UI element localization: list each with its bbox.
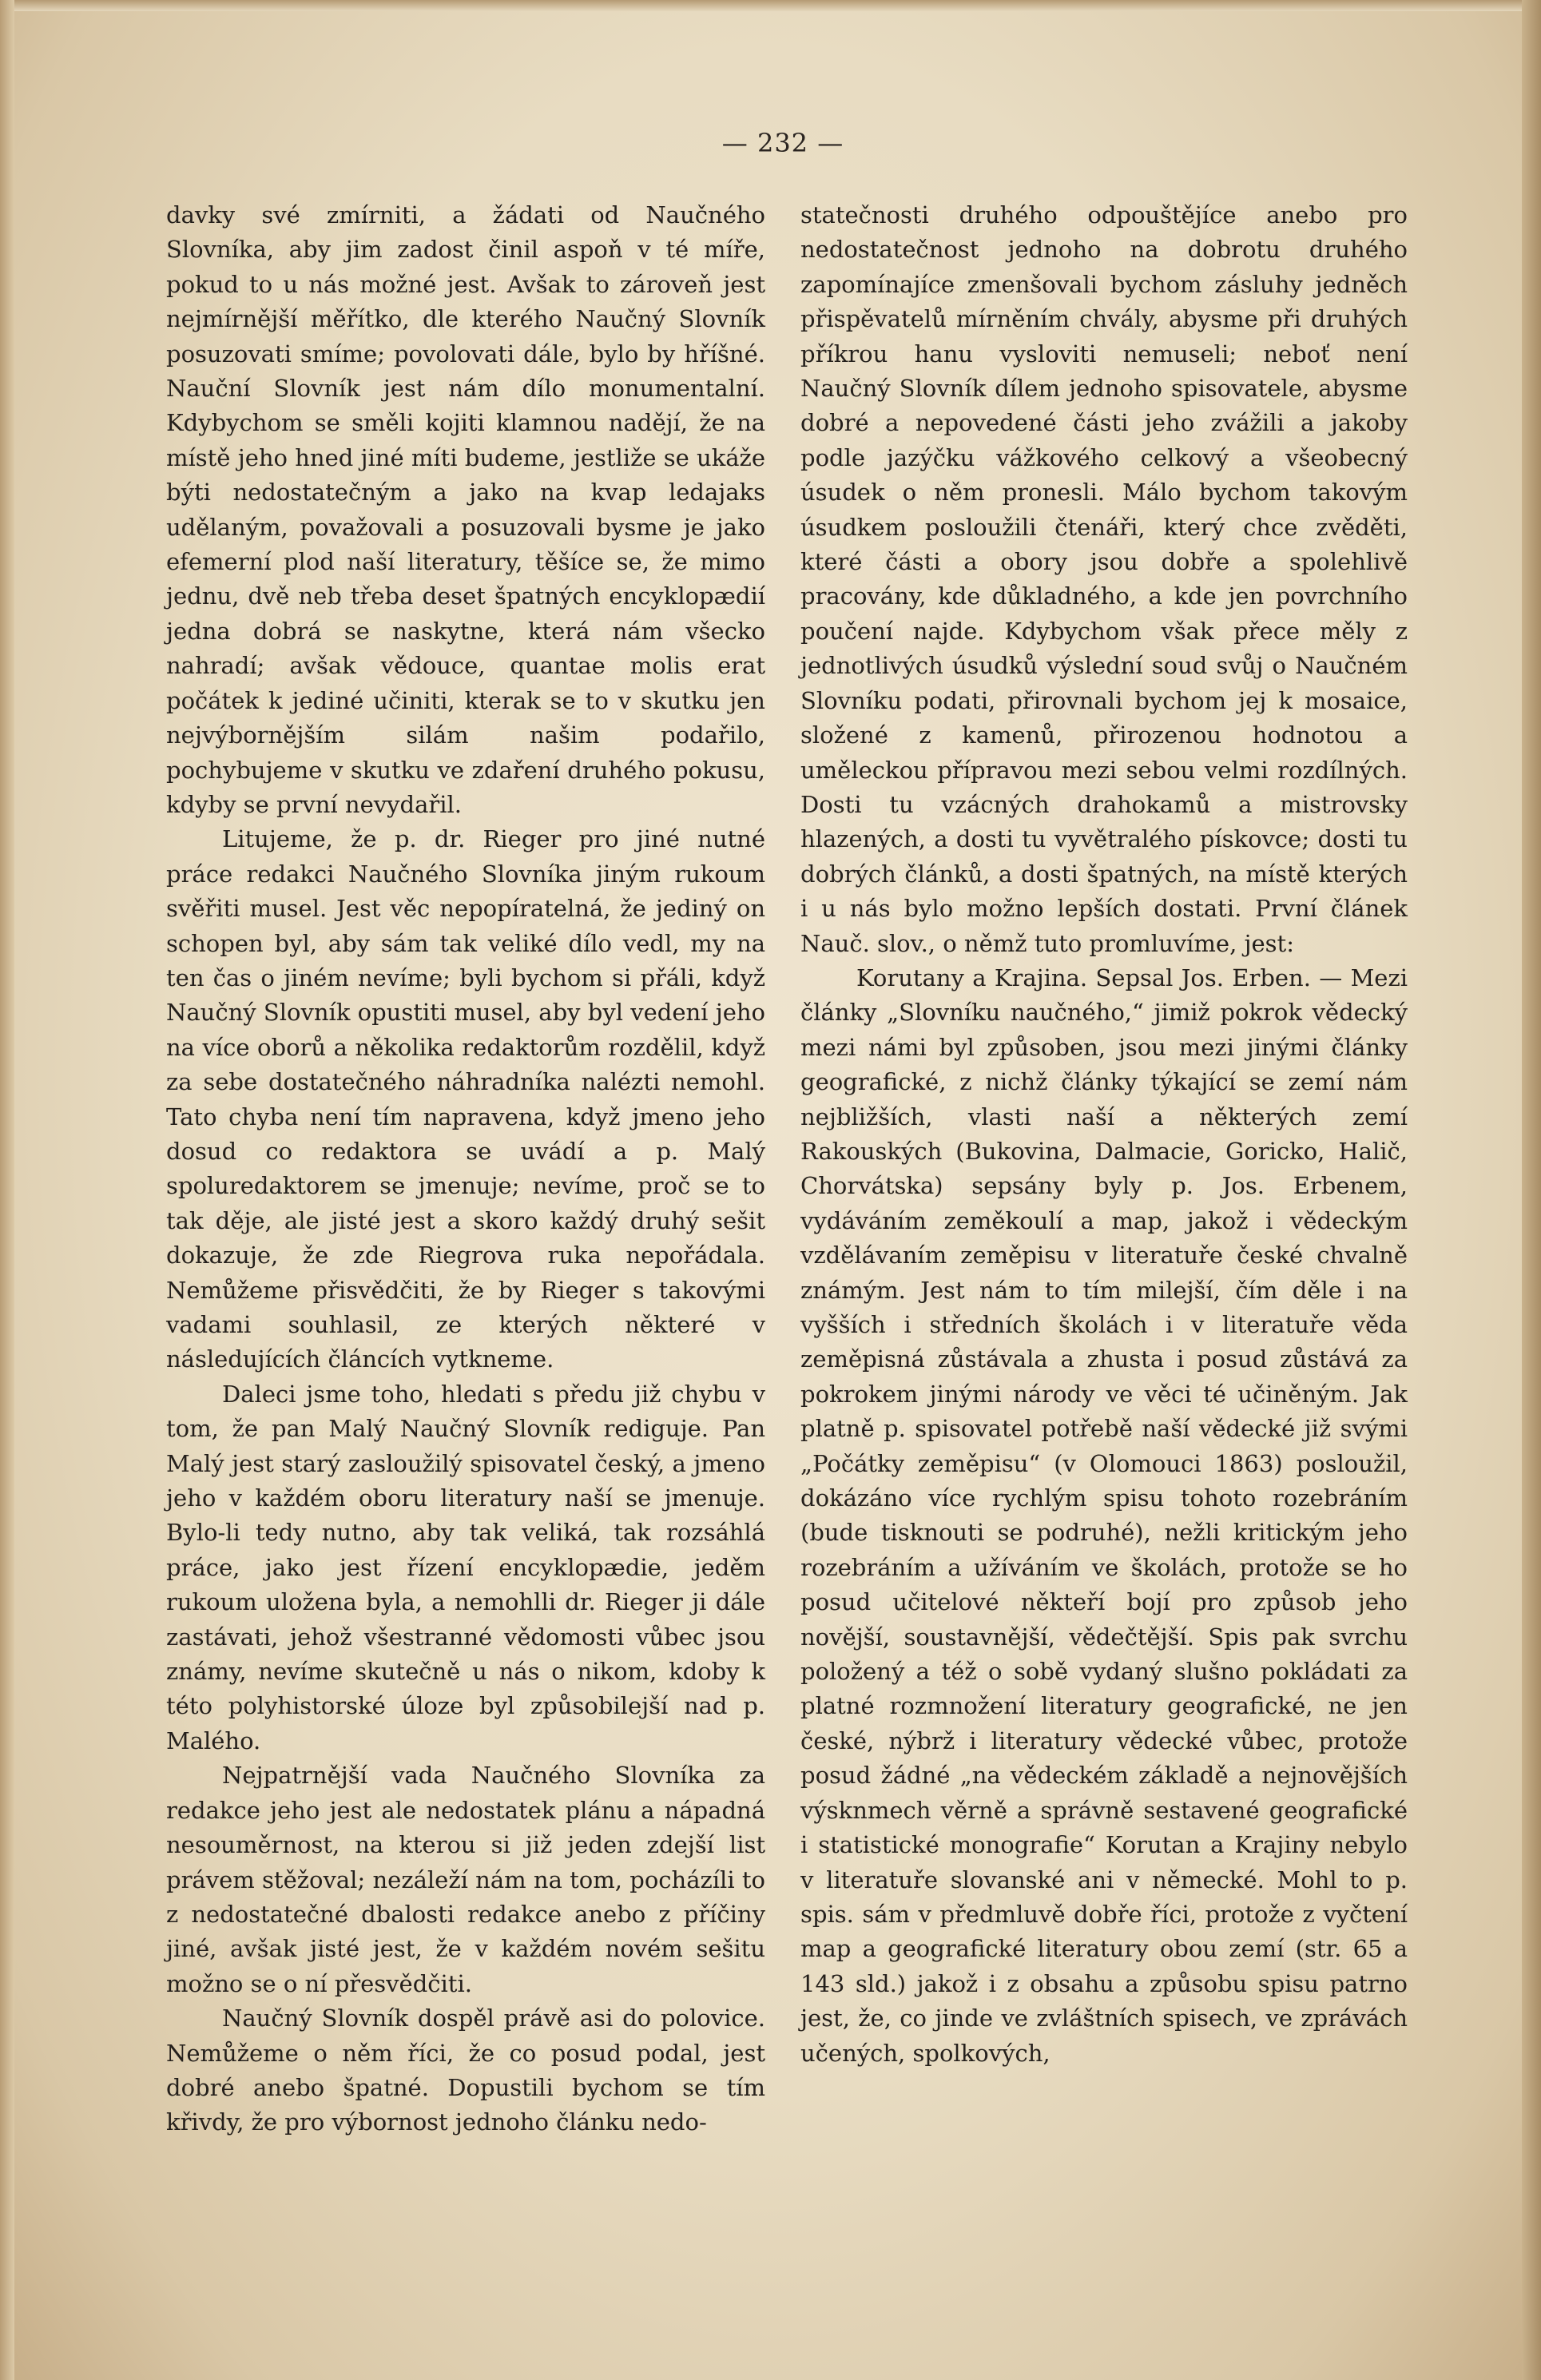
page-edge-top: [0, 0, 1541, 11]
left-paragraph-4: Nejpatrnější vada Naučného Slovníka za redakce jeho jest ale nedostatek plánu a nápadná nesouměrnost, na kterou si již jeden zdejší list právem stěžoval; nezáleží nám na tom, pocházíli to z nedostatečné dbalosti redakce anebo z příčiny jiné, avšak jisté jest, že v každém novém sešitu možno se o ní přesvědčiti.: [166, 1762, 765, 1997]
right-paragraph-1: statečnosti druhého odpouštějíce anebo pro nedostatečnost jednoho na dobrotu druhého zapomínajíce zmenšovali bychom zásluhy jedněch přispěvatelů mírněním chvály, abysme při druhých příkrou hanu vysloviti nemuseli; neboť není Naučný Slovník dílem jednoho spisovatele, abysme dobré a nepovedené části jeho zvážili a jakoby podle jazýčku vážkového celkový a všeobecný úsudek o něm pronesli. Málo bychom takovým úsudkem posloužili čtenáři, který chce zvěděti, které části a obory jsou dobře a spolehlivě pracovány, kde důkladného, a kde jen povrchního poučení najde. Kdybychom však přece měly z jednotlivých úsudků výslední soud svůj o Naučném Slovníku podati, přirovnali bychom jej k mosaice, složené z kamenů, přirozenou hodnotou a uměleckou přípravou mezi sebou velmi rozdílných. Dosti tu vzácných drahokamů a mistrovsky hlazených, a dosti tu vyvětralého pískovce; dosti tu dobrých článků, a dosti špatných, na místě kterých i u nás bylo možno lepších dostati. První článek Nauč. slov., o němž tuto promluvíme, jest:: [800, 201, 1408, 957]
left-paragraph-3: Daleci jsme toho, hledati s předu již chybu v tom, že pan Malý Naučný Slovník rediguje. Pan Malý jest starý zasloužilý spisovatel český, a jmeno jeho v každém oboru literatury naší se jmenuje. Bylo-li tedy nutno, aby tak veliká, tak rozsáhlá práce, jako jest řízení encyklopædie, jeděm rukoum uložena byla, a nemohlli dr. Rieger ji dále zastávati, jehož všestranné vědomosti vůbec jsou známy, nevíme skutečně u nás o nikom, kdoby k této polyhistorské úloze byl způsobilejší nad p. Malého.: [166, 1380, 765, 1754]
right-paragraph-2: Korutany a Krajina. Sepsal Jos. Erben. — Mezi články „Slovníku naučného,“ jimiž pokrok vědecký mezi námi byl způsoben, jsou mezi jinými články geografické, z nichž články týkající se zemí nám nejbližších, vlasti naší a některých zemí Rakouských (Bukovina, Dalmacie, Goricko, Halič, Chorvátska) sepsány byly p. Jos. Erbenem, vydáváním zeměkoulí a map, jakož i vědeckým vzdělávaním zeměpisu v literatuře české chvalně známým. Jest nám to tím milejší, čím děle i na vyšších i středních školách i v literatuře věda zeměpisná zůstávala a zhusta i posud zůstává za pokrokem jinými národy ve věci té učiněným. Jak platně p. spisovatel potřebě naší vědecké již svými „Počátky zeměpisu“ (v Olomouci 1863) posloužil, dokázáno více rychlým spisu tohoto rozebráním (bude tisknouti se podruhé), nežli kritickým jeho rozebráním a užíváním ve školách, protože se ho posud učitelové někteří bojí pro způsob jeho novější, soustavnější, vědečtější. Spis pak svrchu položený a též o sobě vydaný slušno pokládati za platné rozmnožení literatury geografické, ne jen české, nýbrž i literatury vědecké vůbec, protože posud žádné „na vědeckém základě a nejnovějších výsknmech věrně a správně sestavené geografické i statistické monografie“ Korutan a Krajiny nebylo v literatuře slovanské ani v německé. Mohl to p. spis. sám v předmluvě dobře říci, protože z vyčtení map a geografické literatury obou zemí (str. 65 a 143 sld.) jakož i z obsahu a způsobu spisu patrno jest, že, co jinde ve zvláštních spisech, ve zprávách učených, spolkových,: [800, 964, 1408, 2067]
page-number: — 232 —: [721, 128, 844, 158]
right-column: [800, 198, 1408, 2071]
page-edge-left: [0, 0, 14, 2380]
left-column: [166, 198, 765, 2140]
left-paragraph-1: davky své zmírniti, a žádati od Naučného Slovníka, aby jim zadost činil aspoň v té míře, pokud to u nás možné jest. Avšak to zároveň jest nejmírnější měřítko, dle kterého Naučný Slovník posuzovati smíme; povolovati dále, bylo by hříšné. Nauční Slovník jest nám dílo monumentalní. Kdybychom se směli kojiti klamnou nadějí, že na místě jeho hned jiné míti budeme, jestliže se ukáže býti nedostatečným a jako na kvap ledajaks udělaným, považovali a posuzovali bysme je jako efemerní plod naší literatury, těšíce se, že mimo jednu, dvě neb třeba deset špatných encyklopædií jedna dobrá se naskytne, která nám všecko nahradí; avšak vědouce, quantae molis erat počátek k jediné učiniti, kterak se to v skutku jen nejvýbornějším silám našim podařilo, pochybujeme v skutku ve zdaření druhého pokusu, kdyby se první nevydařil.: [166, 201, 765, 818]
left-paragraph-2: Litujeme, že p. dr. Rieger pro jiné nutné práce redakci Naučného Slovníka jiným rukoum svěřiti musel. Jest věc nepopíratelná, že jediný on schopen byl, aby sám tak veliké dílo vedl, my na ten čas o jiném nevíme; byli bychom si přáli, když Naučný Slovník opustiti musel, aby byl vedení jeho na více oborů a několika redaktorům rozdělil, když za sebe dostatečného náhradníka nalézti nemohl. Tato chyba není tím napravena, když jmeno jeho dosud co redaktora se uvádí a p. Malý spoluredaktorem se jmenuje; nevíme, proč se to tak děje, ale jisté jest a skoro každý druhý sešit dokazuje, že zde Riegrova ruka nepořádala. Nemůžeme přisvědčiti, že by Rieger s takovými vadami souhlasil, ze kterých některé v následujících článcích vytkneme.: [166, 825, 765, 1373]
page-edge-right: [1522, 0, 1541, 2380]
left-paragraph-5: Naučný Slovník dospěl právě asi do polovice. Nemůžeme o něm říci, že co posud podal, jest dobré anebo špatné. Dopustili bychom se tím křivdy, že pro výbornost jednoho článku nedo-: [166, 2005, 765, 2136]
